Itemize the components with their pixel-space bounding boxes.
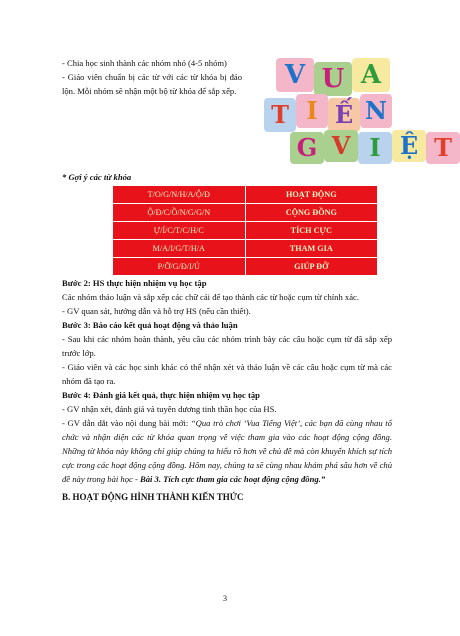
- logo-letter: I: [306, 96, 318, 125]
- keyword-answer: GIÚP ĐỠ: [245, 258, 377, 276]
- step3-title: Bước 3: Báo cáo kết quả hoạt động và thảo luận: [62, 320, 238, 330]
- logo-letter: V: [331, 131, 351, 160]
- logo-letter-tile: [358, 132, 392, 164]
- logo-letter-tile: [276, 58, 314, 92]
- keyword-table: [112, 185, 378, 276]
- logo-letter: Ế: [334, 100, 354, 129]
- step3-paragraph-1: - Sau khi các nhóm hoàn thành, yêu cầu các nhóm trình bày các câu hoặc cụm từ đã sắp xếp trước lớp.: [62, 334, 392, 358]
- page-number: 3: [223, 594, 227, 603]
- keyword-row: [113, 186, 378, 204]
- logo-letter-tile: [314, 62, 352, 96]
- scrambled-keyword: T/O/G/N/H/A/Ộ/Đ: [113, 186, 246, 204]
- step4-lead: - GV dẫn dắt vào nội dung bài mới:: [62, 418, 191, 428]
- logo-letter-tile: [296, 94, 328, 128]
- step4-title: Bước 4: Đánh giá kết quả, thực hiện nhiệm vụ học tập: [62, 390, 260, 400]
- lesson-body: [62, 276, 392, 504]
- intro-line-2: - Giáo viên chuẩn bị các từ với các từ khóa bị đảo lộn. Mỗi nhóm sẽ nhận một bộ từ khóa để sắp xếp.: [62, 72, 242, 96]
- keyword-answer: TÍCH CỰC: [245, 222, 377, 240]
- logo-letter: T: [434, 133, 452, 162]
- scrambled-keyword: Ự/Í/C/T/C/H/C: [113, 222, 246, 240]
- logo-letter: T: [271, 100, 289, 129]
- logo-letter: U: [321, 64, 345, 94]
- logo-letter-tile: [324, 130, 358, 162]
- logo-letter: Ệ: [399, 131, 419, 160]
- logo-letter: I: [369, 133, 381, 162]
- logo-letter-tile: [290, 132, 324, 164]
- scrambled-keyword: P/Ỡ/G/Đ/I/Ú: [113, 258, 246, 276]
- logo-letter: N: [365, 96, 387, 125]
- intro-line-1: - Chia học sinh thành các nhóm nhỏ (4-5 nhóm): [62, 58, 227, 68]
- logo-letter: A: [360, 60, 382, 90]
- vua-tieng-viet-logo: [268, 52, 452, 164]
- logo-letter-tile: [392, 130, 426, 162]
- step3-paragraph-2: - Giáo viên và các học sinh khác có thể nhận xét và thảo luận về các câu hoặc cụm từ mà các nhóm đã tạo ra.: [62, 362, 392, 386]
- logo-letter-tile: [328, 98, 360, 132]
- scrambled-keyword: Ộ/Đ/C/Ồ/N/G/G/N: [113, 204, 246, 222]
- step2-paragraph-1: Các nhóm thảo luận và sắp xếp các chữ cái để tạo thành các từ hoặc cụm từ chính xác.: [62, 292, 359, 302]
- keyword-row: [113, 258, 378, 276]
- logo-letter: V: [284, 60, 306, 90]
- keyword-row: [113, 240, 378, 258]
- keyword-hint-heading: * Gợi ý các từ khóa: [62, 172, 132, 182]
- logo-letter-tile: [360, 94, 392, 128]
- logo-letter: G: [296, 133, 318, 162]
- intro-block: [62, 56, 242, 98]
- keyword-answer: CỘNG ĐỒNG: [245, 204, 377, 222]
- keyword-row: [113, 222, 378, 240]
- keyword-answer: THAM GIA: [245, 240, 377, 258]
- scrambled-keyword: M/A/I/G/T/H/A: [113, 240, 246, 258]
- logo-letter-tile: [426, 132, 460, 164]
- step4-paragraph-1: - GV nhận xét, đánh giá và tuyên dương tinh thần học của HS.: [62, 404, 277, 414]
- logo-letter-tile: [264, 98, 296, 132]
- keyword-answer: HOẠT ĐỘNG: [245, 186, 377, 204]
- step4-quote: “Qua trò chơi ‘Vua Tiếng Việt’, các bạn đã cùng nhau tổ chức và nhận diện các từ khóa quan trọng về việc tham gia vào các hoạt động cộng đồng. Những từ khóa này không chỉ giúp chúng ta hiểu rõ hơn về chủ đề mà còn khuyến khích sự tích cực trong các hoạt động cộng đồng. Hôm nay, chúng ta sẽ cùng nhau khám phá sâu hơn về chủ đề này trong bài học -: [62, 418, 392, 484]
- section-b-heading: B. HOẠT ĐỘNG HÌNH THÀNH KIẾN THỨC: [62, 492, 244, 502]
- keyword-row: [113, 204, 378, 222]
- step2-title: Bước 2: HS thực hiện nhiệm vụ học tập: [62, 278, 207, 288]
- step4-paragraph-2: [62, 416, 392, 486]
- step2-paragraph-2: - GV quan sát, hướng dẫn và hỗ trợ HS (nếu cần thiết).: [62, 306, 251, 316]
- logo-letter-tile: [352, 58, 390, 92]
- step4-lesson-title: Bài 3. Tích cực tham gia các hoạt động cộng đồng.”: [139, 474, 326, 484]
